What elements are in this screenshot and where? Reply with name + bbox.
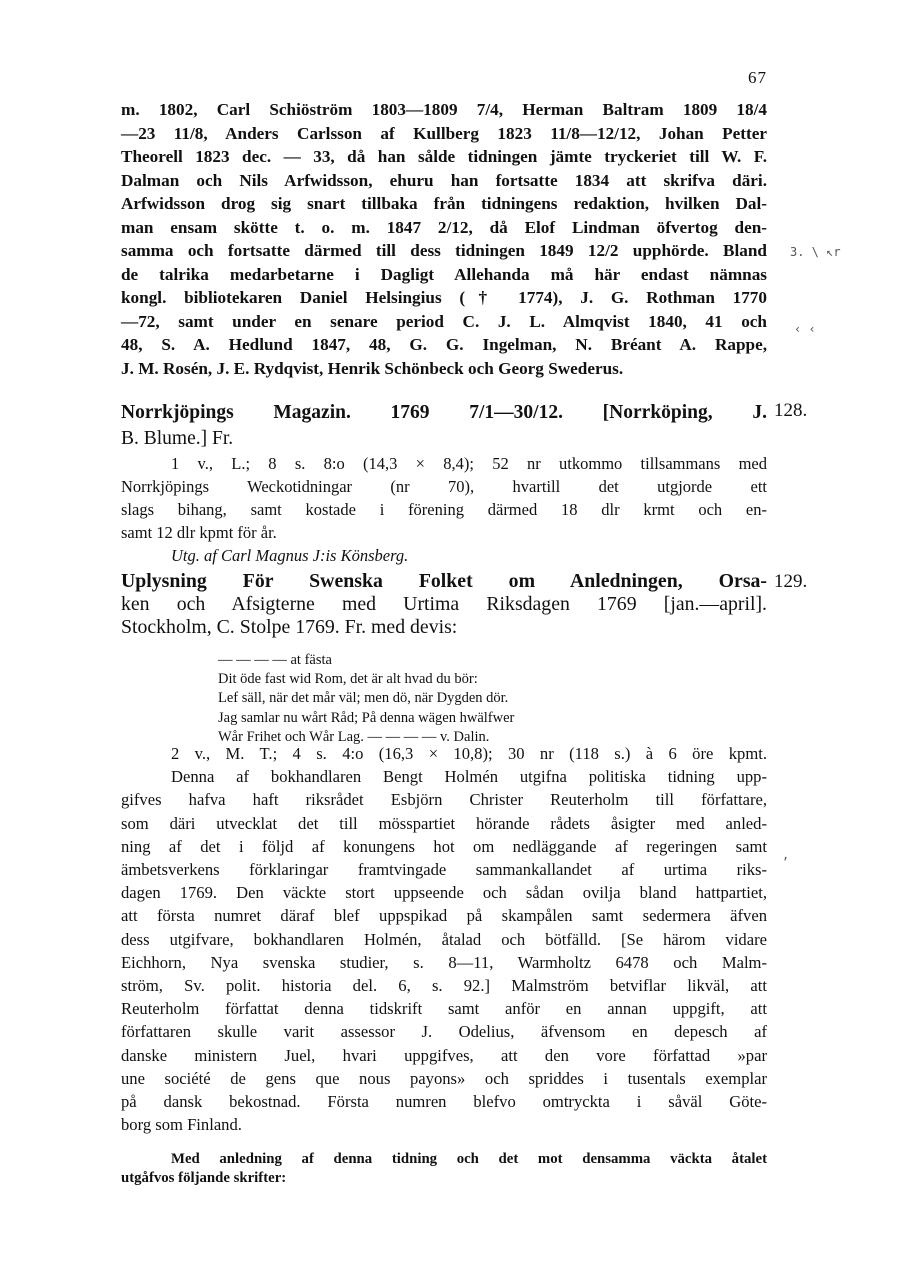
text-line: ämbetsverkens förklaringar framtvingade sammankallandet af urtima riks-: [121, 860, 767, 880]
text-line: —72, samt under en senare period C. J. L. Almqvist 1840, 41 och: [121, 311, 767, 331]
text-line: dess utgifvare, bokhandlaren Holmén, åtalad och bötfälld. [Se härom vidare: [121, 929, 767, 949]
entry-128-heading: [121, 400, 767, 452]
page-number: 67: [748, 68, 767, 87]
text-line: une société de gens que nous payons» och spriddes i tusentals exemplar: [121, 1068, 767, 1088]
text-line: Eichhorn, Nya svenska studier, s. 8—11, Warmholtz 6478 och Malm-: [121, 952, 767, 972]
text-line: ning af det i följd af konungens hot om nedläggande af regeringen samt: [121, 836, 767, 856]
text-line: Med anledning af denna tidning och det mot densamma väckta åtalet: [171, 1151, 767, 1167]
poem-line: Wår Frihet och Wår Lag. — — — — v. Dalin.: [218, 728, 490, 745]
poem-line: Jag samlar nu wårt Råd; På denna wägen hwälfwer: [218, 709, 515, 726]
text-line: Arfwidsson drog sig snart tillbaka från tidningens redaktion, hvilken Dal-: [121, 194, 767, 214]
text-line: Norrkjöpings Weckotidningar (nr 70), hvartill det utgjorde ett: [121, 477, 767, 496]
entry-title-line: ken och Afsigterne med Urtima Riksdagen 1769 [jan.—april].: [121, 593, 767, 615]
entry-128-details: [121, 452, 767, 567]
poem-line: Dit öde fast wid Rom, det är alt hvad du bör:: [218, 671, 478, 688]
text-line: kongl. bibliotekaren Daniel Helsingius († 1774), J. G. Rothman 1770: [121, 288, 767, 308]
paragraph-dagligt-allehanda: [121, 98, 767, 381]
entry-number: 129.: [774, 571, 808, 592]
text-line: Denna af bokhandlaren Bengt Holmén utgifna politiska tidning upp-: [171, 767, 767, 787]
entry-title-line: Stockholm, C. Stolpe 1769. Fr. med devis:: [121, 616, 458, 638]
text-line: 2 v., M. T.; 4 s. 4:o (16,3 × 10,8); 30 nr (118 s.) à 6 öre kpmt.: [171, 744, 767, 763]
text-line: utgåfvos följande skrifter:: [121, 1170, 287, 1186]
entry-title-line: B. Blume.] Fr.: [121, 428, 234, 449]
text-line: danske ministern Juel, hvari uppgifves, att den vore författad »par: [121, 1045, 767, 1065]
motto-poem: [218, 651, 514, 747]
editor-line: Utg. af Carl Magnus J:is Könsberg.: [171, 546, 409, 565]
text-line: borg som Finland.: [121, 1115, 242, 1135]
text-line: samt 12 dlr kpmt för år.: [121, 523, 277, 542]
margin-note: 3. \ ↖r: [790, 245, 841, 259]
text-line: dagen 1769. Den väckte stort uppseende och sådan ovilja bland hattpartiet,: [121, 883, 767, 903]
entry-129-details: [121, 742, 767, 1136]
entry-129-footer: [121, 1150, 767, 1188]
text-line: 48, S. A. Hedlund 1847, 48, G. G. Ingelman, N. Bréant A. Rappe,: [121, 335, 767, 355]
text-line: ström, Sv. polit. historia del. 6, s. 92.] Malmström betviflar likväl, att: [121, 976, 767, 996]
entry-number: 128.: [774, 400, 808, 421]
text-line: samma och fortsatte därmed till dess tidningen 1849 12/2 upphörde. Bland: [121, 241, 767, 261]
entry-title-line: Uplysning För Swenska Folket om Anledningen, Orsa-: [121, 570, 767, 592]
text-line: slags bihang, samt kostade i förening därmed 18 dlr krmt och en-: [121, 500, 767, 519]
text-line: m. 1802, Carl Schiöström 1803—1809 7/4, Herman Baltram 1809 18/4: [121, 100, 767, 119]
text-line: författaren skulle varit assessor J. Odelius, äfvensom en depesch af: [121, 1022, 767, 1042]
margin-note: ,: [782, 848, 790, 862]
text-line: man ensam skötte t. o. m. 1847 2/12, då Elof Lindman öfvertog den-: [121, 217, 767, 237]
text-line: Dalman och Nils Arfwidsson, ehuru han fortsatte 1834 att skrifva däri.: [121, 170, 767, 190]
text-line: att första numret däraf blef uppspikad på skampålen samt sedermera äfven: [121, 906, 767, 926]
poem-line: Lef säll, när det mår väl; men dö, när Dygden dör.: [218, 690, 509, 707]
text-line: på dansk bekostnad. Första numren blefvo omtryckta i såväl Göte-: [121, 1092, 767, 1112]
text-line: J. M. Rosén, J. E. Rydqvist, Henrik Schönbeck och Georg Swederus.: [121, 359, 624, 379]
text-line: Theorell 1823 dec. — 33, då han sålde tidningen jämte tryckeriet till W. F.: [121, 147, 767, 167]
entry-129-heading: [121, 570, 767, 639]
poem-line: — — — — at fästa: [218, 652, 332, 668]
text-line: gifves hafva haft riksrådet Esbjörn Christer Reuterholm till författare,: [121, 790, 767, 810]
text-line: —23 11/8, Anders Carlsson af Kullberg 1823 11/8—12/12, Johan Petter: [121, 123, 767, 143]
text-line: Reuterholm författat denna tidskrift samt anför en annan uppgift, att: [121, 999, 767, 1019]
margin-note: ‹ ‹: [794, 322, 816, 336]
text-line: 1 v., L.; 8 s. 8:o (14,3 × 8,4); 52 nr utkommo tillsammans med: [171, 454, 767, 473]
text-line: som däri utvecklat det till mösspartiet hörande rådets åsigter med anled-: [121, 813, 767, 833]
entry-title-line: Norrkjöpings Magazin. 1769 7/1—30/12. [Norrköping, J.: [121, 402, 767, 423]
text-line: de talrika medarbetarne i Dagligt Allehanda må här endast nämnas: [121, 264, 767, 284]
